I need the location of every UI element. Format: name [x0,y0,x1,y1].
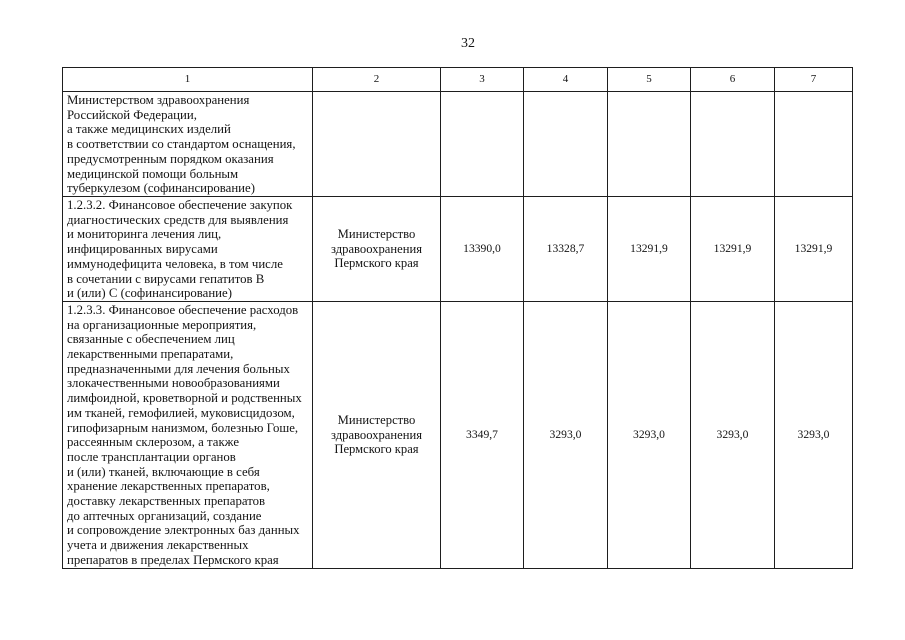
text-line: иммунодефицита человека, в том числе [67,256,283,271]
value-cell [524,92,608,197]
header-cell-5: 5 [608,68,691,92]
text-line: предусмотренным порядком оказания [67,151,274,166]
text-line: инфицированных вирусами [67,242,218,257]
data-table [62,67,853,569]
text-line: туберкулезом (софинансирование) [67,181,255,196]
text-line: 1.2.3.2. Финансовое обеспечение закупок [67,198,293,212]
text-line: в сочетании с вирусами гепатитов В [67,271,265,286]
header-cell-3: 3 [441,68,524,92]
executor-cell [313,197,441,302]
header-cell-4: 4 [524,68,608,92]
value-cell-col3: 13390,0 [441,197,524,302]
text-line: и сопровождение электронных баз данных [67,523,300,538]
text-line: доставку лекарственных препаратов [67,494,266,509]
value-cell [775,92,853,197]
text-line: Российской Федерации, [67,107,197,122]
text-line: Пермского края [334,256,419,271]
text-line: здравоохранения [331,241,422,256]
header-cell-1: 1 [63,68,313,92]
text-line: и (или) тканей, включающие в себя [67,464,260,479]
header-cell-7: 7 [775,68,853,92]
value-cell-col5: 13291,9 [608,197,691,302]
executor-cell [313,301,441,568]
text-line: до аптечных организаций, создание [67,508,262,523]
value-cell [441,92,524,197]
value-cell-col7: 13291,9 [775,197,853,302]
text-line: Министерство [337,227,416,242]
header-cell-2: 2 [313,68,441,92]
value-cell-col5: 3293,0 [608,301,691,568]
text-line: на организационные мероприятия, [67,317,257,332]
text-line: и мониторинга лечения лиц, [67,227,222,242]
description-cell [63,197,313,302]
text-line: и (или) С (софинансирование) [67,286,232,301]
text-line: в соответствии со стандартом оснащения, [67,137,296,152]
text-line: связанные с обеспечением лиц [67,332,235,347]
table-row [63,197,853,302]
text-line: после трансплантации органов [67,449,236,464]
value-cell-col7: 3293,0 [775,301,853,568]
text-line: 1.2.3.3. Финансовое обеспечение расходов [67,302,299,317]
value-cell [691,92,775,197]
table-header-row [63,68,853,92]
table-row [63,301,853,568]
table-row [63,92,853,197]
value-cell-col6: 13291,9 [691,197,775,302]
text-line: диагностических средств для выявления [67,212,289,227]
text-line: Пермского края [334,442,419,457]
text-line: злокачественными новообразованиями [67,376,280,391]
text-line: Министерство [337,413,416,428]
description-cell [63,301,313,568]
text-line: Министерством здравоохранения [67,93,250,107]
text-line: здравоохранения [331,427,422,442]
text-line: препаратов в пределах Пермского края [67,552,279,567]
value-cell-col4: 13328,7 [524,197,608,302]
text-line: медицинской помощи больным [67,166,239,181]
text-line: им тканей, гемофилией, муковисцидозом, [67,405,295,420]
text-line: предназначенными для лечения больных [67,361,290,376]
value-cell-col4: 3293,0 [524,301,608,568]
text-line: учета и движения лекарственных [67,538,249,553]
text-line: лекарственными препаратами, [67,347,234,362]
text-line: лимфоидной, кроветворной и родственных [67,391,302,406]
value-cell-col3: 3349,7 [441,301,524,568]
text-line: гипофизарным нанизмом, болезнью Гоше, [67,420,299,435]
text-line: хранение лекарственных препаратов, [67,479,270,494]
header-cell-6: 6 [691,68,775,92]
description-cell [63,92,313,197]
value-cell-col6: 3293,0 [691,301,775,568]
executor-cell [313,92,441,197]
text-line: а также медицинских изделий [67,122,231,137]
value-cell [608,92,691,197]
page-number: 32 [461,36,475,51]
text-line: рассеянным склерозом, а также [67,435,240,450]
